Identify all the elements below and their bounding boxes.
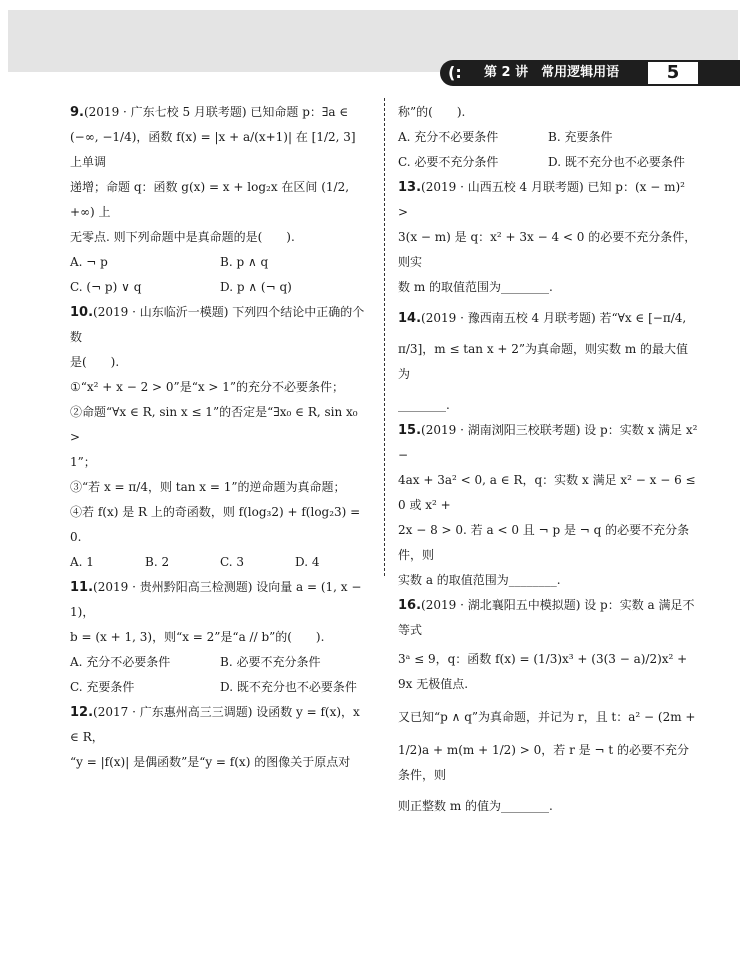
- question-text: π/3]，m ≤ tan x + 2”为真命题，则实数 m 的最大值为: [398, 342, 689, 381]
- question-12: [70, 700, 370, 775]
- question-text: 3ᵃ ≤ 9，q：函数 f(x) = (1/3)x³ + (3(3 − a)/2)x² + 9x 无极值点.: [398, 652, 688, 691]
- option-c: C. 充要条件: [70, 680, 135, 694]
- right-column: [398, 100, 698, 819]
- question-text: “y = |f(x)| 是偶函数”是“y = f(x) 的图像关于原点对: [70, 755, 351, 769]
- column-divider: [384, 98, 385, 576]
- question-text: 又已知“p ∧ q”为真命题，并记为 r，且 t：a² − (2m +: [398, 710, 696, 724]
- question-text: ________.: [398, 398, 450, 412]
- option-b: B. 2: [145, 555, 170, 569]
- question-16: [398, 593, 698, 819]
- option-b: B. p ∧ q: [220, 255, 269, 269]
- question-text: 4ax + 3a² < 0, a ∈ R，q：实数 x 满足 x² − x − 6 ≤ 0 或 x² +: [398, 473, 696, 512]
- option-b: B. 充要条件: [548, 130, 613, 144]
- option-d: D. 既不充分也不必要条件: [548, 155, 685, 169]
- question-text: 递增；命题 q：函数 g(x) = x + log₂x 在区间 (1/2, +∞) 上: [70, 180, 350, 219]
- question-text: (−∞, −1/4)，函数 f(x) = |x + a/(x+1)| 在 [1/2, 3] 上单调: [70, 130, 356, 169]
- question-text: 是( ).: [70, 355, 120, 369]
- option-a: A. ¬ p: [70, 255, 108, 269]
- question-15: [398, 418, 698, 593]
- option-c: C. 必要不充分条件: [398, 155, 499, 169]
- statement-2-cont: 1”；: [70, 455, 96, 469]
- question-text: 无零点. 则下列命题中是真命题的是( ).: [70, 230, 295, 244]
- option-a: A. 充分不必要条件: [398, 130, 499, 144]
- question-text: 则正整数 m 的值为________.: [398, 799, 553, 813]
- question-number: 16.: [398, 598, 422, 613]
- chapter-title: 第 2 讲 常用逻辑用语: [484, 65, 620, 80]
- statement-2: ②命题“∀x ∈ R, sin x ≤ 1”的否定是“∃x₀ ∈ R, sin x₀ >: [70, 405, 358, 444]
- option-d: D. 4: [295, 555, 320, 569]
- question-text: 1/2)a + m(m + 1/2) > 0，若 r 是 ¬ t 的必要不充分条件，则: [398, 743, 689, 782]
- question-number: 14.: [398, 311, 422, 326]
- question-13: [398, 175, 698, 300]
- question-number: 15.: [398, 423, 422, 438]
- question-text: (2019 · 湖北襄阳五中模拟题) 设 p：实数 a 满足不等式: [398, 598, 695, 637]
- question-text: (2019 · 山东临沂一模题) 下列四个结论中正确的个数: [70, 305, 365, 344]
- header-tail: [700, 60, 740, 86]
- chapter-icon: (:: [448, 63, 462, 82]
- option-d: D. p ∧ (¬ q): [220, 280, 292, 294]
- option-c: C. 3: [220, 555, 245, 569]
- statement-1: ①“x² + x − 2 > 0”是“x > 1”的充分不必要条件；: [70, 380, 345, 394]
- statement-3: ③“若 x = π/4，则 tan x = 1”的逆命题为真命题；: [70, 480, 346, 494]
- left-column: [70, 100, 370, 775]
- question-number: 10.: [70, 305, 94, 320]
- question-text: (2019 · 广东七校 5 月联考题) 已知命题 p：∃a ∈: [83, 105, 349, 119]
- option-d: D. 既不充分也不必要条件: [220, 680, 357, 694]
- question-number: 12.: [70, 705, 94, 720]
- page-number: 5: [646, 60, 700, 86]
- question-number: 13.: [398, 180, 422, 195]
- question-text: (2019 · 湖南浏阳三校联考题) 设 p：实数 x 满足 x² −: [398, 423, 698, 462]
- chapter-header: [440, 60, 740, 86]
- question-text: 数 m 的取值范围为________.: [398, 280, 553, 294]
- question-14: [398, 306, 698, 418]
- option-c: C. (¬ p) ∨ q: [70, 280, 142, 294]
- question-number: 11.: [70, 580, 94, 595]
- question-text: 2x − 8 > 0. 若 a < 0 且 ¬ p 是 ¬ q 的必要不充分条件，则: [398, 523, 690, 562]
- question-9: [70, 100, 370, 300]
- question-11: [70, 575, 370, 700]
- statement-4: ④若 f(x) 是 R 上的奇函数，则 f(log₃2) + f(log₂3) = 0.: [70, 505, 361, 544]
- option-a: A. 充分不必要条件: [70, 655, 171, 669]
- question-text: (2019 · 贵州黔阳高三检测题) 设向量 a = (1, x − 1)，: [70, 580, 362, 619]
- question-text: 实数 a 的取值范围为________.: [398, 573, 561, 587]
- question-text: (2019 · 豫西南五校 4 月联考题) 若“∀x ∈ [−π/4,: [421, 311, 687, 325]
- question-text: 3(x − m) 是 q：x² + 3x − 4 < 0 的必要不充分条件，则实: [398, 230, 697, 269]
- question-text: b = (x + 1, 3)，则“x = 2”是“a // b”的( ).: [70, 630, 325, 644]
- question-text: (2019 · 山西五校 4 月联考题) 已知 p：(x − m)² >: [398, 180, 685, 219]
- option-b: B. 必要不充分条件: [220, 655, 321, 669]
- question-text: 称”的( ).: [398, 105, 466, 119]
- option-a: A. 1: [70, 555, 94, 569]
- question-12-continued: [398, 100, 698, 175]
- question-number: 9.: [70, 105, 84, 120]
- question-text: (2017 · 广东惠州高三三调题) 设函数 y = f(x)，x ∈ R，: [70, 705, 360, 744]
- question-10: [70, 300, 370, 575]
